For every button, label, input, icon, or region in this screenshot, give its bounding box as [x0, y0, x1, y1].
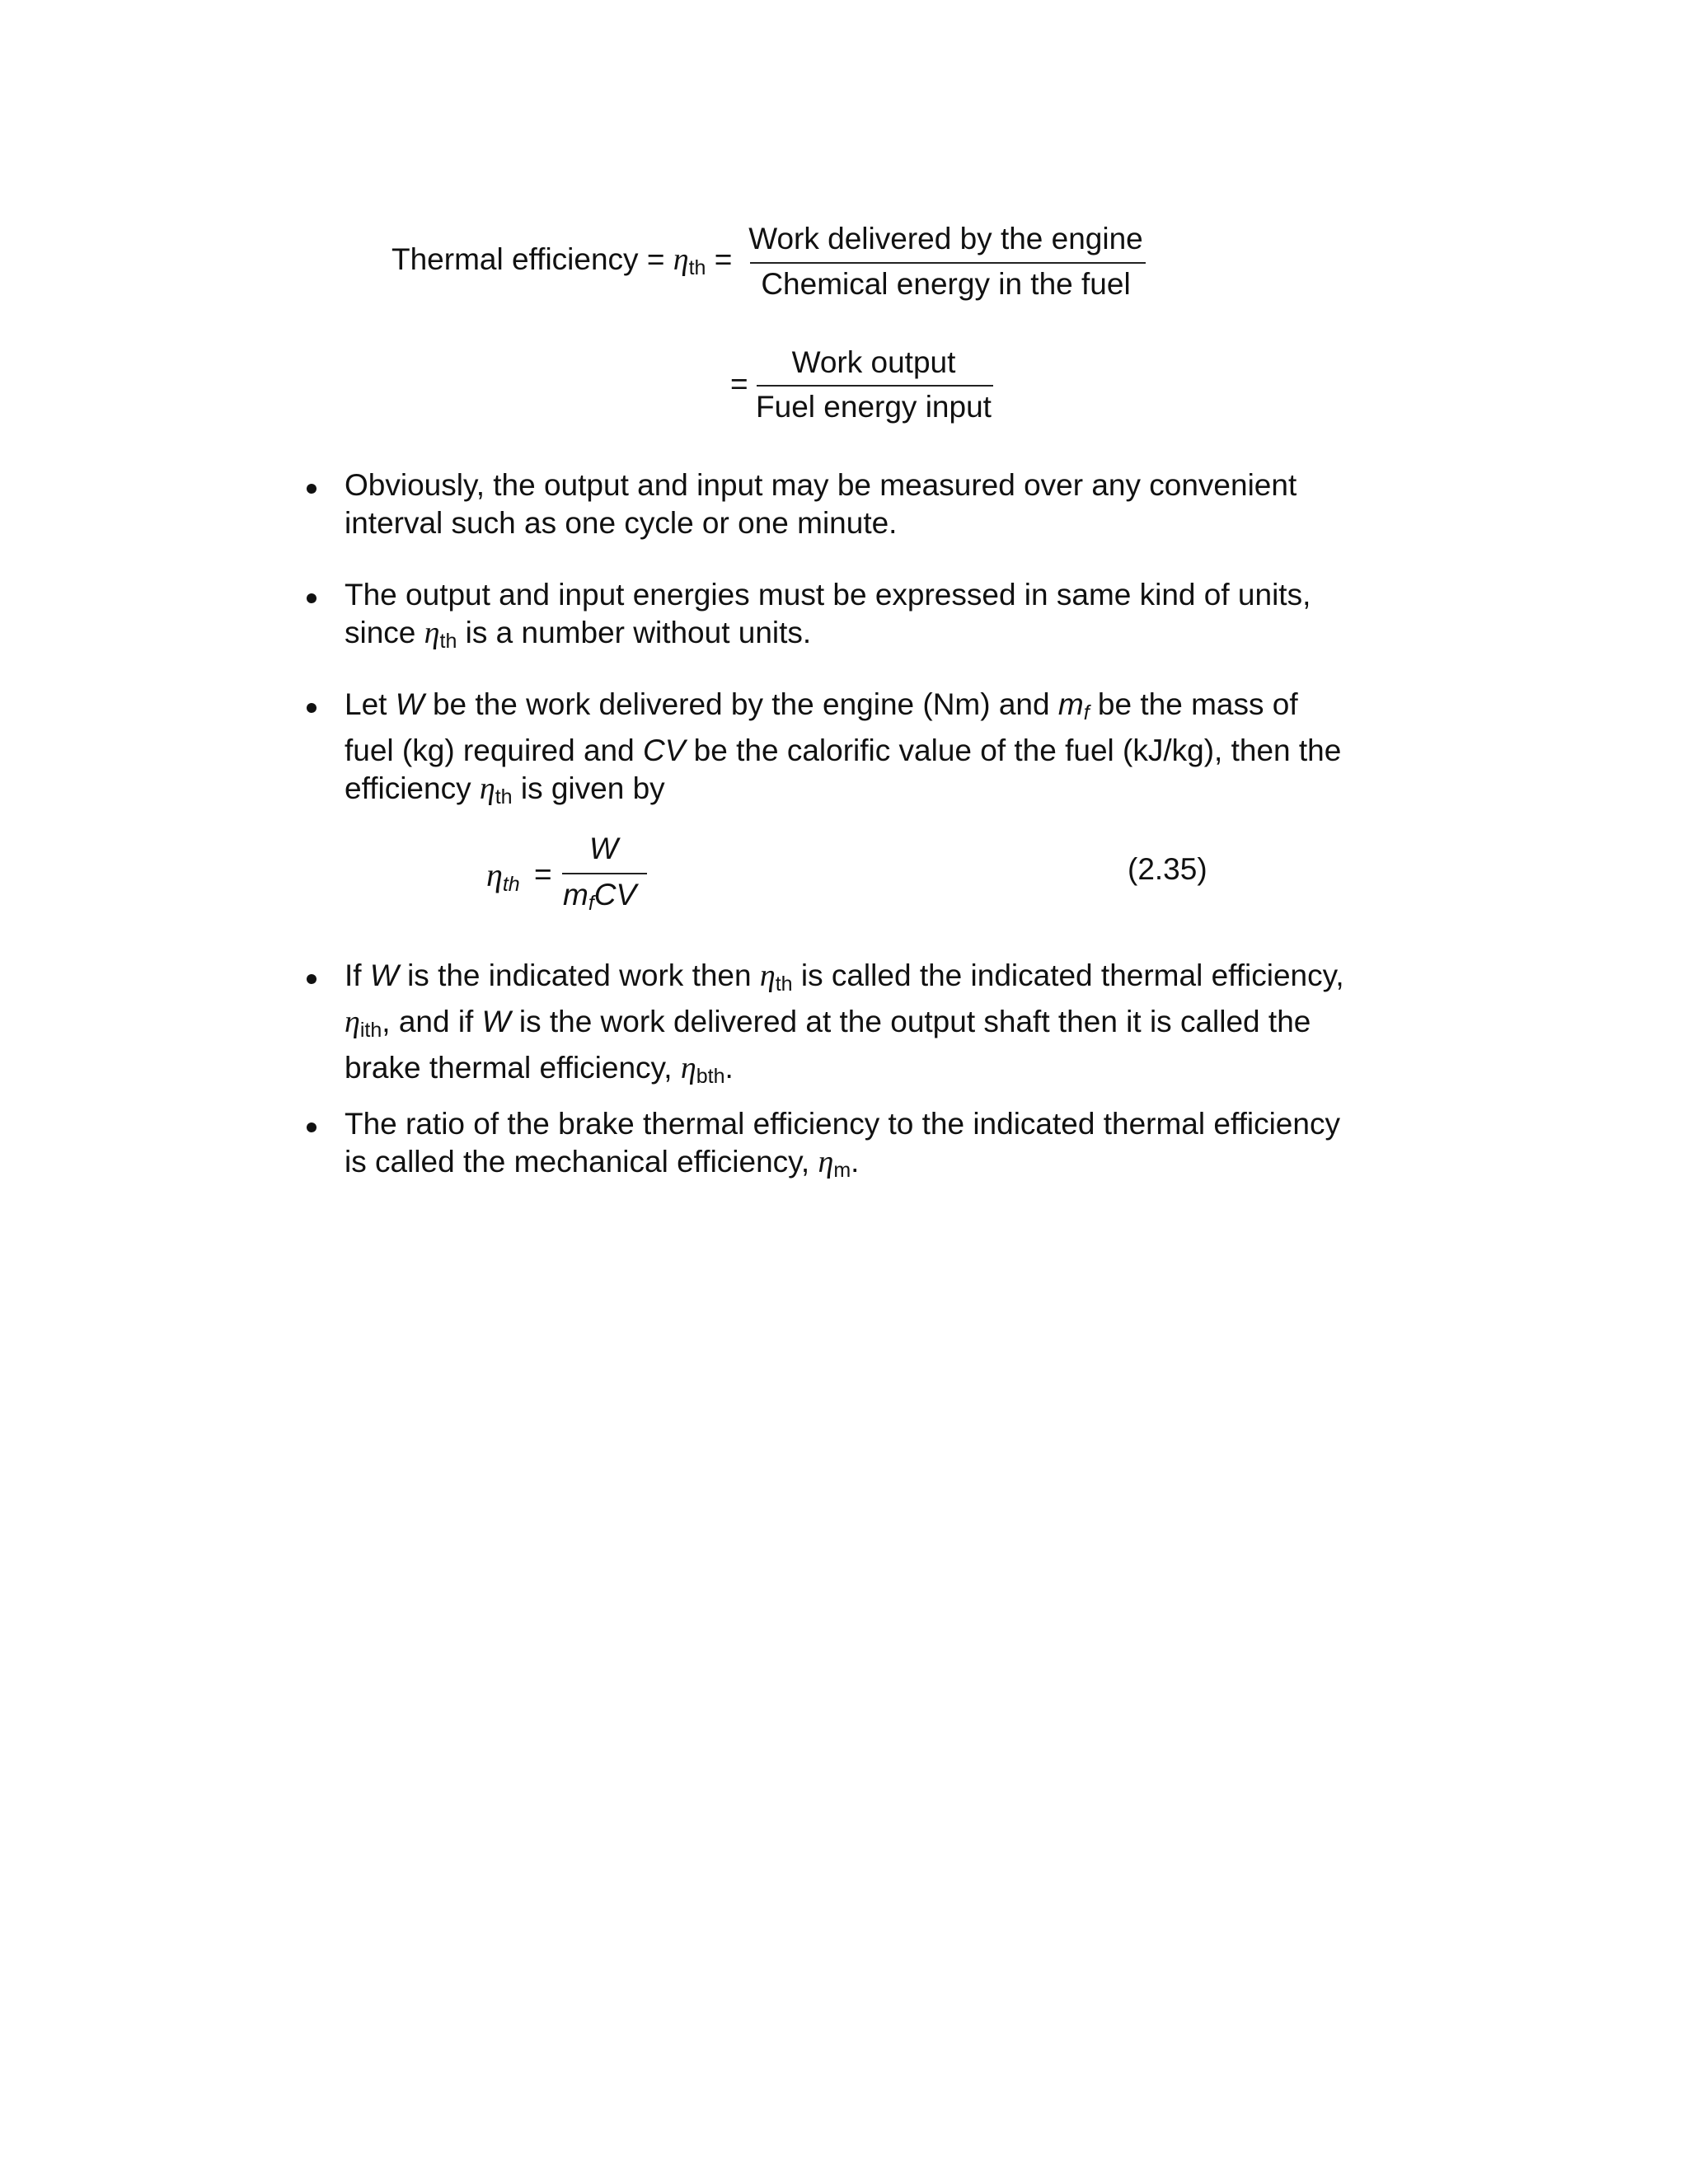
equation-1-lhs: [392, 241, 732, 287]
equation-3-numerator: W: [589, 832, 618, 865]
equation-1-equals-b: =: [714, 242, 733, 276]
bullet-4-line-3: brake thermal efficiency, $\eta_{bth}$.: [345, 1051, 734, 1088]
bullet-3-text: [345, 686, 1341, 816]
bullet-3-line-1: Let W be the work delivered by the engine (Nm) and $m_f$ be the mass of: [345, 687, 1298, 724]
bullet-1-line-2: interval such as one cycle or one minute.: [345, 506, 898, 540]
bullet-5-text: [345, 1105, 1340, 1189]
eta-symbol: η: [680, 1051, 696, 1085]
equation-3-fraction-bar: [562, 873, 647, 874]
bullet-4-text: [345, 957, 1344, 1095]
eta-symbol: η: [673, 242, 689, 277]
eta-symbol: η: [345, 1005, 360, 1039]
bullet-4-line-2: $\eta_{ith}$, and if W is the work delivered at the output shaft then it is called the: [345, 1005, 1311, 1042]
equation-3-denominator: $m_fCV$: [563, 878, 637, 915]
eta-subscript: th: [502, 873, 520, 896]
bullet-1-text: [345, 466, 1296, 542]
equation-1-denominator: Chemical energy in the fuel: [761, 267, 1131, 301]
eta-subscript: th: [688, 256, 706, 279]
bullet-2-text: [345, 576, 1311, 660]
bullet-marker: [307, 703, 316, 713]
equation-3-lhs: [486, 855, 520, 897]
equation-2-numerator: Work output: [791, 345, 956, 379]
bullet-marker: [307, 974, 316, 984]
equation-2-equals: =: [730, 367, 748, 401]
bullet-5-line-1: The ratio of the brake thermal efficiency to the indicated thermal efficiency: [345, 1107, 1340, 1141]
bullet-2-line-2: since $\eta_{th}$ is a number without units.: [345, 616, 812, 653]
eta-symbol: η: [424, 616, 440, 650]
equation-2-denominator: Fuel energy input: [756, 390, 992, 424]
equation-number: (2.35): [1128, 852, 1207, 886]
equation-1-numerator: Work delivered by the engine: [748, 222, 1143, 255]
eta-symbol: η: [759, 958, 776, 993]
bullet-1-line-1: Obviously, the output and input may be measured over any convenient: [345, 468, 1297, 502]
bullet-marker: [307, 593, 316, 603]
equation-1-fraction-bar: [750, 262, 1146, 264]
bullet-marker: [307, 1122, 316, 1132]
equation-3-equals: =: [534, 857, 552, 891]
bullet-3-line-3: efficiency $\eta_{th}$ is given by: [345, 771, 665, 808]
bullet-4-line-1: If W is the indicated work then $\eta_{th}$ is called the indicated thermal efficiency,: [345, 958, 1344, 996]
bullet-5-line-2: is called the mechanical efficiency, $\eta_m$.: [345, 1145, 860, 1182]
bullet-3-line-2: fuel (kg) required and CV be the calorific value of the fuel (kJ/kg), then the: [345, 733, 1342, 767]
eta-symbol: η: [818, 1145, 834, 1179]
bullet-2-line-1: The output and input energies must be expressed in same kind of units,: [345, 578, 1311, 612]
eta-symbol: η: [479, 771, 495, 806]
eta-symbol: η: [486, 856, 503, 893]
bullet-marker: [307, 484, 316, 494]
equation-1-label: Thermal efficiency: [392, 242, 639, 276]
equation-2-fraction-bar: [757, 385, 993, 387]
equation-1-equals-a: =: [646, 242, 665, 276]
